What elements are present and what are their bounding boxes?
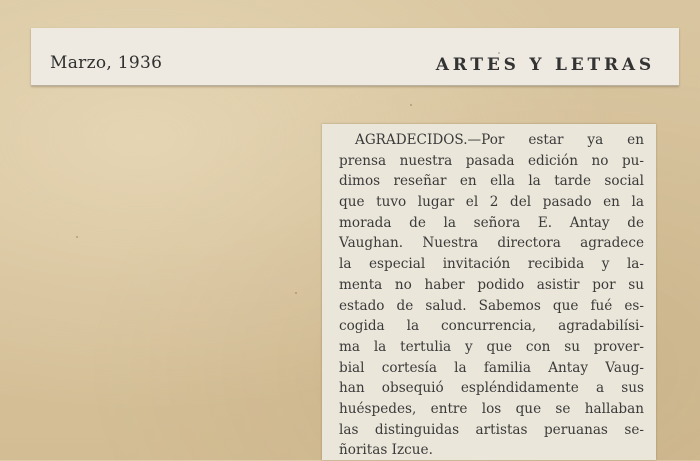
issue-date: Marzo, 1936 xyxy=(50,53,163,73)
newspaper-clipping xyxy=(322,124,656,460)
article-line: prensa nuestra pasada edición no pu- xyxy=(339,152,644,169)
publication-title: ARTES Y LETRAS xyxy=(435,55,655,75)
article-line: Vaughan. Nuestra directora agradece xyxy=(339,235,644,252)
article-line: las distinguidas artistas peruanas se- xyxy=(339,421,644,438)
article-line: que tuvo lugar el 2 del pasado en la xyxy=(339,194,644,211)
article-line: morada de la señora E. Antay de xyxy=(339,214,644,231)
header-strip xyxy=(31,28,679,86)
paper-speck xyxy=(410,104,412,106)
article-line: huéspedes, entre los que se hallaban xyxy=(339,400,644,417)
article-line: han obsequió espléndidamente a sus xyxy=(339,380,644,397)
article-line: bial cortesía la familia Antay Vaug- xyxy=(339,359,644,376)
article-line: cogida la concurrencia, agradabilísi- xyxy=(339,318,644,335)
article-line: ñoritas Izcue. xyxy=(339,442,433,459)
paper-speck xyxy=(498,52,500,54)
article-line: menta no haber podido asistir por su xyxy=(339,276,644,293)
article-line: estado de salud. Sabemos que fué es- xyxy=(339,297,644,314)
paper-speck xyxy=(76,236,78,238)
paper-speck xyxy=(295,292,297,294)
article-line: AGRADECIDOS.—Por estar ya en xyxy=(355,132,644,148)
article-line: la especial invitación recibida y la- xyxy=(339,256,644,273)
article-line: ma la tertulia y que con su prover- xyxy=(339,338,644,355)
article-line: dimos reseñar en ella la tarde social xyxy=(339,173,644,190)
